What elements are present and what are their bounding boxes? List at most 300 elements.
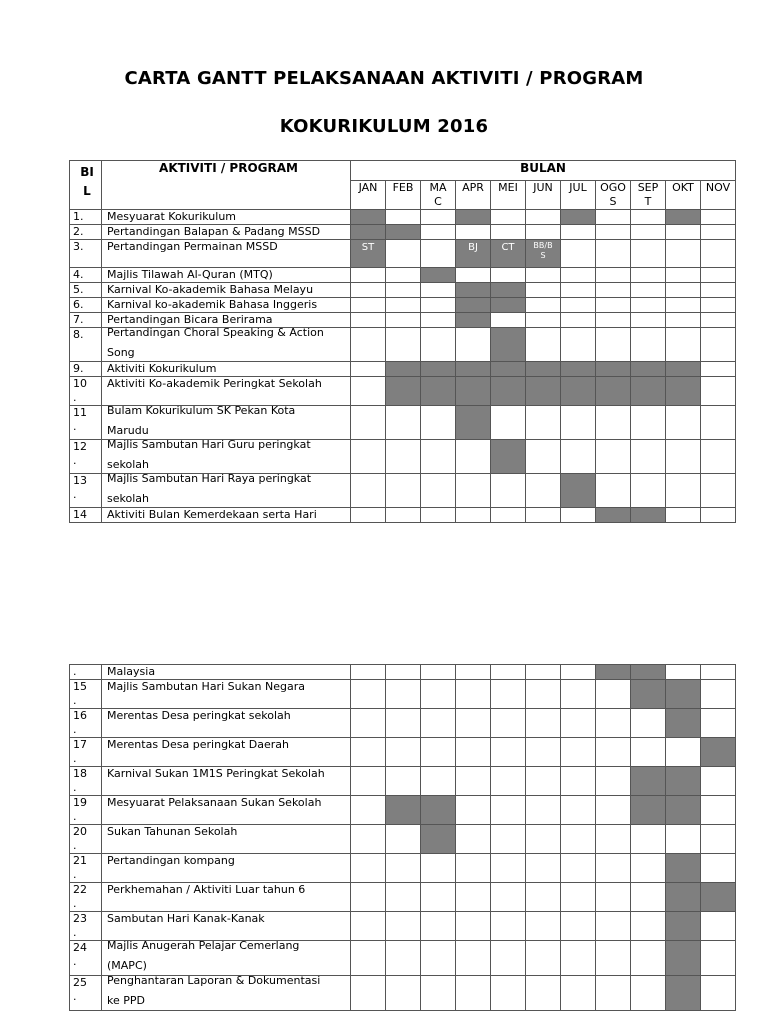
row-number: 16 .: [70, 709, 102, 738]
month-cell: [351, 912, 386, 941]
month-cell: [596, 440, 631, 474]
month-cell: [456, 883, 491, 912]
row-number: 2.: [70, 225, 102, 240]
month-cell: [491, 406, 526, 440]
month-cell: [351, 709, 386, 738]
month-cell: [526, 825, 561, 854]
month-cell: [701, 268, 736, 283]
month-cell: [701, 377, 736, 406]
table-row: [70, 508, 736, 523]
month-cell: [666, 440, 701, 474]
month-cell: [596, 406, 631, 440]
month-cell: [666, 665, 701, 680]
gantt-bar-cell: [561, 474, 596, 508]
month-cell: [351, 313, 386, 328]
gantt-bar-cell: [631, 508, 666, 523]
month-cell: [526, 680, 561, 709]
month-cell: [421, 240, 456, 268]
table-row: [70, 767, 736, 796]
row-number: 3.: [70, 240, 102, 268]
month-cell: [421, 313, 456, 328]
month-cell: [351, 796, 386, 825]
month-cell: [351, 362, 386, 377]
month-cell: [596, 210, 631, 225]
month-cell: [526, 709, 561, 738]
month-cell: [386, 912, 421, 941]
gantt-bar-cell: [526, 362, 561, 377]
month-cell: [351, 854, 386, 883]
gantt-bar-cell: [666, 377, 701, 406]
table-row: [70, 268, 736, 283]
month-cell: [631, 210, 666, 225]
month-cell: [701, 225, 736, 240]
month-cell: [561, 268, 596, 283]
gantt-bar-cell: [421, 377, 456, 406]
gantt-bar-cell: [666, 210, 701, 225]
table-row: [70, 406, 736, 440]
month-cell: [526, 298, 561, 313]
month-cell: [631, 328, 666, 362]
month-cell: [421, 941, 456, 976]
month-cell: [421, 854, 456, 883]
gantt-bar-cell: [421, 268, 456, 283]
month-cell: [561, 709, 596, 738]
gantt-bar-cell: [561, 210, 596, 225]
month-cell: [561, 440, 596, 474]
table-row: [70, 665, 736, 680]
month-cell: [561, 313, 596, 328]
month-cell: [631, 406, 666, 440]
month-cell: [386, 406, 421, 440]
month-cell: [456, 328, 491, 362]
activity-name: Aktiviti Kokurikulum: [102, 362, 351, 377]
month-cell: [421, 976, 456, 1011]
gantt-bar-cell: [596, 665, 631, 680]
month-cell: [526, 474, 561, 508]
gantt-bar-cell: [491, 283, 526, 298]
month-cell: [491, 854, 526, 883]
month-cell: [561, 825, 596, 854]
month-cell: [421, 210, 456, 225]
month-cell: [701, 474, 736, 508]
month-cell: [456, 268, 491, 283]
month-cell: [351, 665, 386, 680]
activity-name: Majlis Tilawah Al-Quran (MTQ): [102, 268, 351, 283]
month-cell: [386, 680, 421, 709]
month-cell: [596, 298, 631, 313]
month-cell: [701, 210, 736, 225]
month-cell: [421, 680, 456, 709]
row-number: 14: [70, 508, 102, 523]
month-cell: [561, 665, 596, 680]
month-cell: [421, 912, 456, 941]
row-number: 22 .: [70, 883, 102, 912]
month-cell: [631, 912, 666, 941]
month-cell: [526, 268, 561, 283]
activity-name: Pertandingan Permainan MSSD: [102, 240, 351, 268]
table-row: [70, 976, 736, 1011]
gantt-bar-cell: [631, 362, 666, 377]
activity-name: Majlis Sambutan Hari Guru peringkat sekolah: [102, 440, 351, 474]
month-cell: [701, 328, 736, 362]
month-cell: [491, 508, 526, 523]
month-cell: [351, 941, 386, 976]
month-cell: [491, 941, 526, 976]
gantt-bar-cell: [701, 883, 736, 912]
month-cell: [456, 709, 491, 738]
month-cell: [561, 976, 596, 1011]
gantt-bar-cell: [666, 709, 701, 738]
month-cell: [631, 825, 666, 854]
month-cell: [421, 474, 456, 508]
month-cell: [491, 709, 526, 738]
month-cell: [666, 825, 701, 854]
activity-name: Perkhemahan / Aktiviti Luar tahun 6: [102, 883, 351, 912]
row-number: 23 .: [70, 912, 102, 941]
month-cell: [596, 883, 631, 912]
month-cell: [701, 767, 736, 796]
month-cell: [491, 268, 526, 283]
month-cell: [596, 268, 631, 283]
month-cell: [631, 941, 666, 976]
month-header: OGO S: [596, 181, 631, 210]
table-row: [70, 362, 736, 377]
month-cell: [701, 976, 736, 1011]
row-number: 7.: [70, 313, 102, 328]
activity-name: Sambutan Hari Kanak-Kanak: [102, 912, 351, 941]
gantt-bar-cell: [421, 825, 456, 854]
month-cell: [596, 767, 631, 796]
month-cell: [386, 474, 421, 508]
month-cell: [596, 825, 631, 854]
gantt-bar-cell: [666, 796, 701, 825]
month-cell: [631, 440, 666, 474]
month-cell: [526, 508, 561, 523]
gantt-bar-cell: [456, 313, 491, 328]
activity-name: Karnival Sukan 1M1S Peringkat Sekolah: [102, 767, 351, 796]
activity-name: Pertandingan kompang: [102, 854, 351, 883]
month-cell: [351, 883, 386, 912]
month-cell: [491, 912, 526, 941]
month-cell: [631, 883, 666, 912]
month-cell: [351, 328, 386, 362]
row-number: 4.: [70, 268, 102, 283]
activity-name: Pertandingan Choral Speaking & Action Song: [102, 328, 351, 362]
month-cell: [421, 406, 456, 440]
activity-name: Bulam Kokurikulum SK Pekan Kota Marudu: [102, 406, 351, 440]
table-row: [70, 738, 736, 767]
month-cell: [351, 474, 386, 508]
gantt-bar-cell: [631, 796, 666, 825]
month-cell: [666, 313, 701, 328]
activity-name: Aktiviti Ko-akademik Peringkat Sekolah: [102, 377, 351, 406]
month-cell: [386, 941, 421, 976]
header-bil: BI L: [70, 161, 102, 210]
month-cell: [561, 283, 596, 298]
month-cell: [631, 738, 666, 767]
month-cell: [526, 283, 561, 298]
gantt-bar-cell: [421, 796, 456, 825]
gantt-bar-cell: [561, 362, 596, 377]
month-cell: [386, 738, 421, 767]
gantt-bar-cell: [631, 680, 666, 709]
table-row: [70, 709, 736, 738]
gantt-table-page-1: [69, 160, 736, 523]
gantt-bar-cell: [666, 854, 701, 883]
row-number: 8.: [70, 328, 102, 362]
gantt-bar-cell: [491, 328, 526, 362]
month-cell: [526, 738, 561, 767]
month-cell: [561, 508, 596, 523]
month-cell: [456, 912, 491, 941]
month-cell: [456, 665, 491, 680]
month-cell: [351, 976, 386, 1011]
month-cell: [456, 767, 491, 796]
activity-name: Karnival ko-akademik Bahasa Inggeris: [102, 298, 351, 313]
month-cell: [351, 440, 386, 474]
month-cell: [666, 738, 701, 767]
gantt-bar-cell: [491, 377, 526, 406]
table-row: [70, 240, 736, 268]
month-cell: [421, 665, 456, 680]
table-row: [70, 854, 736, 883]
row-number: 10 .: [70, 377, 102, 406]
month-cell: [456, 825, 491, 854]
header-bulan: BULAN: [351, 161, 736, 181]
month-cell: [701, 796, 736, 825]
month-cell: [491, 738, 526, 767]
gantt-bar-cell: [491, 362, 526, 377]
title-line-2: KOKURIKULUM 2016: [279, 116, 489, 137]
row-number: 9.: [70, 362, 102, 377]
gantt-bar-cell: [456, 406, 491, 440]
gantt-bar-cell: [666, 912, 701, 941]
row-number: .: [70, 665, 102, 680]
table-row: [70, 474, 736, 508]
month-cell: [666, 508, 701, 523]
gantt-bar-cell: [561, 377, 596, 406]
month-cell: [596, 976, 631, 1011]
month-cell: [491, 665, 526, 680]
month-cell: [386, 508, 421, 523]
month-header: JUL: [561, 181, 596, 210]
activity-name: Mesyuarat Kokurikulum: [102, 210, 351, 225]
month-cell: [701, 854, 736, 883]
month-cell: [421, 883, 456, 912]
month-header: JAN: [351, 181, 386, 210]
gantt-bar-cell: [596, 362, 631, 377]
activity-name: Sukan Tahunan Sekolah: [102, 825, 351, 854]
gantt-bar-cell: [631, 665, 666, 680]
month-cell: [631, 976, 666, 1011]
month-cell: [456, 680, 491, 709]
month-cell: [421, 709, 456, 738]
gantt-bar-cell: [386, 225, 421, 240]
activity-name: Majlis Sambutan Hari Raya peringkat sekolah: [102, 474, 351, 508]
activity-name: Penghantaran Laporan & Dokumentasi ke PPD: [102, 976, 351, 1011]
month-cell: [386, 240, 421, 268]
month-cell: [351, 825, 386, 854]
month-cell: [701, 912, 736, 941]
row-number: 1.: [70, 210, 102, 225]
month-cell: [666, 240, 701, 268]
month-cell: [561, 680, 596, 709]
gantt-bar-cell: [526, 377, 561, 406]
month-cell: [631, 854, 666, 883]
table-row: [70, 210, 736, 225]
month-cell: [456, 508, 491, 523]
month-cell: [631, 268, 666, 283]
month-cell: [421, 225, 456, 240]
row-number: 11 .: [70, 406, 102, 440]
month-cell: [491, 210, 526, 225]
month-cell: [701, 298, 736, 313]
month-cell: [491, 976, 526, 1011]
table-row: [70, 225, 736, 240]
month-cell: [456, 738, 491, 767]
month-cell: [456, 225, 491, 240]
month-cell: [596, 328, 631, 362]
month-cell: [631, 298, 666, 313]
gantt-bar-cell: [456, 210, 491, 225]
month-cell: [351, 298, 386, 313]
month-cell: [631, 709, 666, 738]
gantt-bar-cell: [491, 440, 526, 474]
month-header: MEI: [491, 181, 526, 210]
month-cell: [456, 796, 491, 825]
month-cell: [491, 825, 526, 854]
month-cell: [456, 474, 491, 508]
month-cell: [421, 440, 456, 474]
table-row: [70, 328, 736, 362]
month-cell: [701, 665, 736, 680]
row-number: 18 .: [70, 767, 102, 796]
gantt-bar-cell: [631, 767, 666, 796]
month-cell: [596, 912, 631, 941]
month-cell: [561, 406, 596, 440]
gantt-bar-cell: BJ: [456, 240, 491, 268]
table-row: [70, 680, 736, 709]
month-cell: [526, 854, 561, 883]
month-cell: [351, 738, 386, 767]
month-cell: [631, 313, 666, 328]
month-cell: [701, 440, 736, 474]
month-cell: [456, 440, 491, 474]
activity-name: Karnival Ko-akademik Bahasa Melayu: [102, 283, 351, 298]
month-cell: [526, 406, 561, 440]
gantt-bar-cell: [631, 377, 666, 406]
month-cell: [561, 854, 596, 883]
month-cell: [526, 767, 561, 796]
row-number: 12 .: [70, 440, 102, 474]
gantt-bar-cell: [351, 210, 386, 225]
month-cell: [666, 406, 701, 440]
gantt-bar-cell: [491, 298, 526, 313]
month-cell: [351, 377, 386, 406]
month-cell: [561, 298, 596, 313]
month-cell: [596, 709, 631, 738]
row-number: 13 .: [70, 474, 102, 508]
gantt-table-page-2: [69, 664, 736, 1011]
activity-name: Pertandingan Balapan & Padang MSSD: [102, 225, 351, 240]
month-cell: [386, 709, 421, 738]
month-cell: [526, 912, 561, 941]
month-cell: [526, 976, 561, 1011]
activity-name: Aktiviti Bulan Kemerdekaan serta Hari: [102, 508, 351, 523]
activity-name: Pertandingan Bicara Berirama: [102, 313, 351, 328]
month-cell: [666, 225, 701, 240]
table-row: [70, 283, 736, 298]
month-cell: [526, 210, 561, 225]
gantt-bar-cell: [386, 796, 421, 825]
month-cell: [526, 313, 561, 328]
month-cell: [421, 328, 456, 362]
month-cell: [666, 474, 701, 508]
month-cell: [386, 883, 421, 912]
row-number: 20 .: [70, 825, 102, 854]
activity-name: Merentas Desa peringkat sekolah: [102, 709, 351, 738]
month-cell: [701, 362, 736, 377]
month-cell: [701, 240, 736, 268]
month-cell: [666, 268, 701, 283]
month-cell: [386, 665, 421, 680]
month-cell: [561, 328, 596, 362]
gantt-bar-cell: CT: [491, 240, 526, 268]
month-cell: [526, 883, 561, 912]
month-cell: [386, 283, 421, 298]
row-number: 19 .: [70, 796, 102, 825]
row-number: 5.: [70, 283, 102, 298]
month-cell: [351, 268, 386, 283]
table-row: [70, 298, 736, 313]
activity-name: Majlis Anugerah Pelajar Cemerlang (MAPC): [102, 941, 351, 976]
gantt-bar-cell: [596, 377, 631, 406]
table-row: [70, 796, 736, 825]
month-cell: [421, 283, 456, 298]
gantt-bar-cell: [456, 283, 491, 298]
table-row: [70, 313, 736, 328]
month-cell: [596, 474, 631, 508]
month-cell: [596, 680, 631, 709]
month-header: JUN: [526, 181, 561, 210]
month-cell: [351, 406, 386, 440]
month-cell: [526, 440, 561, 474]
row-number: 21 .: [70, 854, 102, 883]
month-cell: [561, 912, 596, 941]
table-row: [70, 440, 736, 474]
month-cell: [561, 738, 596, 767]
row-number: 24 .: [70, 941, 102, 976]
month-cell: [701, 508, 736, 523]
month-cell: [631, 474, 666, 508]
gantt-bar-cell: [666, 362, 701, 377]
month-cell: [596, 240, 631, 268]
month-cell: [421, 508, 456, 523]
month-cell: [491, 680, 526, 709]
month-cell: [561, 796, 596, 825]
month-cell: [386, 767, 421, 796]
month-cell: [526, 796, 561, 825]
activity-name: Mesyuarat Pelaksanaan Sukan Sekolah: [102, 796, 351, 825]
gantt-bar-cell: [456, 362, 491, 377]
month-cell: [561, 240, 596, 268]
month-cell: [491, 796, 526, 825]
activity-name: Malaysia: [102, 665, 351, 680]
month-cell: [526, 941, 561, 976]
month-cell: [456, 854, 491, 883]
month-cell: [386, 268, 421, 283]
month-header: FEB: [386, 181, 421, 210]
